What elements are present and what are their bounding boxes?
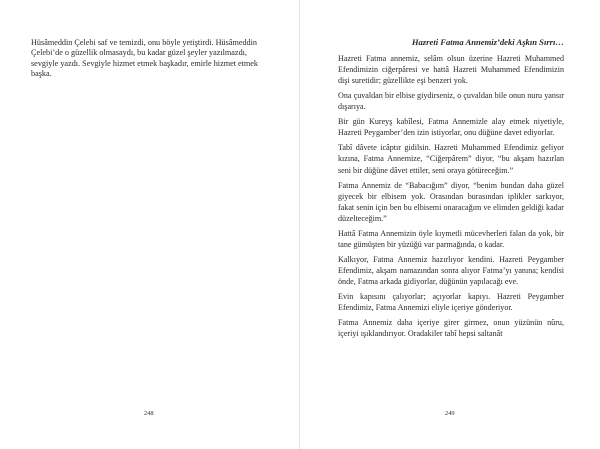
body-paragraph: Ona çuvaldan bir elbise giydirseniz, o çuvaldan bile onun nuru yansır dışarıya. <box>338 91 564 112</box>
left-page-paragraph: Hüsâmeddin Çelebi saf ve temizdi, onu böyle yetiştirdi. Hüsâmeddin Çelebi’de o güzellik olmasaydı, bu kadar güzel şeyler yazılmazdı, sevgiyle yazdı. Sevgiyle hizmet etmek başkadır, emirle hizmet etmek başka. <box>31 38 259 79</box>
body-paragraph: Tabî dâvete icâptır gidilsin. Hazreti Muhammed Efendimiz geliyor kızına, Fatma Annemize, “Ciğerpârem” diyor, “bu akşam hazırlan seni bir düğüne dâvet ettiler, seni oraya götüreceğim.” <box>338 143 564 175</box>
body-paragraph: Hattâ Fatma Annemizin öyle kıymetli mücevherleri falan da yok, bir tane gümüşten bir yüzüğü var parmağında, o kadar. <box>338 228 564 249</box>
body-paragraph: Hazreti Fatma annemiz, selâm olsun üzerine Hazreti Muhammed Efendimizin ciğerpâresi ve hattâ Hazreti Muhammed Efendimizin dişi suretidir; güzellikte eşi benzeri yok. <box>338 54 564 86</box>
running-head: Hazreti Fatma Annemiz’deki Aşkın Sırrı… <box>411 37 564 47</box>
right-page-body <box>338 53 564 343</box>
page-gutter <box>299 0 300 449</box>
body-paragraph: Fatma Annemiz daha içeriye girer girmez, onun yüzünün nûru, içeriyi ışıklandırıyor. Oradakiler tabî hepsi saltanât <box>338 318 564 339</box>
body-paragraph: Kalkıyor, Fatma Annemiz hazırlıyor kendini. Hazreti Peygamber Efendimiz, akşam namazından sonra alıyor Fatma’yı yanına; kendisi önde, Fatma arkada gidiyorlar, düğünün yapılacağı eve. <box>338 254 564 287</box>
body-paragraph: Evin kapısını çalıyorlar; açıyorlar kapıyı. Hazreti Peygamber Efendimiz, Fatma Annemizi eliyle içeriye gönderiyor. <box>338 292 564 313</box>
page-number-right: 249 <box>445 410 455 417</box>
body-paragraph: Fatma Annemiz de “Babacığım” diyor, “benim bundan daha güzel giyecek bir elbisem yok. Orasından burasından iplikler sarkıyor, fakat senin için ben bu elbisemi onaracağım ve elimden geldiği kadar düzelteceğim.” <box>338 180 564 223</box>
body-paragraph: Bir gün Kureyş kabîlesi, Fatma Annemizle alay etmek niyetiyle, Hazreti Peygamber’den izin istiyorlar, onu düğüne davet ediyorlar. <box>338 117 564 138</box>
page-number-left: 248 <box>144 410 154 417</box>
